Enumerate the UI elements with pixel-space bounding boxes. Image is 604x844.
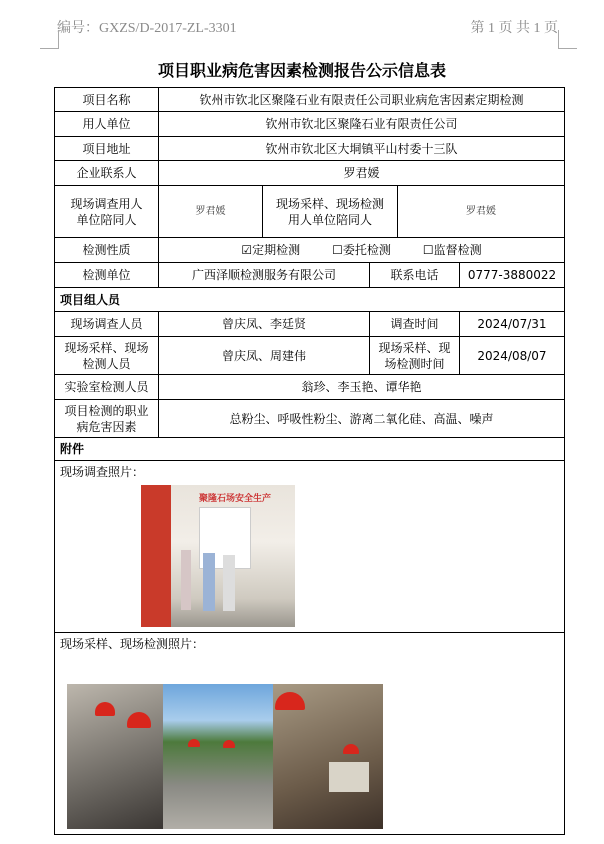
sampling-photo-1 <box>67 684 163 829</box>
value-phone: 0777-3880022 <box>459 262 565 288</box>
label-nature: 检测性质 <box>54 237 159 263</box>
value-survey-accompany: 罗君媛 <box>158 185 263 238</box>
value-contact: 罗君媛 <box>158 160 565 186</box>
value-testing-unit: 广西泽顺检测服务有限公司 <box>158 262 370 288</box>
sampling-photo-2 <box>163 684 273 829</box>
crop-mark <box>558 30 577 49</box>
label-phone: 联系电话 <box>369 262 460 288</box>
survey-photo-label: 现场调查照片： <box>60 465 145 479</box>
value-project-name: 钦州市钦北区聚隆石业有限责任公司职业病危害因素定期检测 <box>158 87 565 112</box>
sampling-photo-label: 现场采样、现场检测照片： <box>60 637 205 651</box>
label-survey-time: 调查时间 <box>369 311 460 337</box>
label-hazards: 项目检测的职业病危害因素 <box>54 399 159 438</box>
photo-sign-text: 聚隆石场安全生产 <box>199 494 272 504</box>
label-survey-staff: 现场调查人员 <box>54 311 159 337</box>
value-address: 钦州市钦北区大垌镇平山村委十三队 <box>158 136 565 161</box>
value-survey-staff: 曾庆凤、李廷贤 <box>158 311 370 337</box>
checkbox-commissioned[interactable]: ☐委托检测 <box>332 243 391 257</box>
survey-photo <box>141 485 295 627</box>
document-code: 编号：GXZS/D-2017-ZL-3301 <box>57 21 237 36</box>
label-sampling-accompany: 现场采样、现场检测用人单位陪同人 <box>262 185 398 238</box>
label-sampling-staff: 现场采样、现场检测人员 <box>54 336 159 375</box>
value-sampling-staff: 曾庆凤、周建伟 <box>158 336 370 375</box>
label-survey-accompany: 现场调查用人单位陪同人 <box>54 185 159 238</box>
survey-photo-cell <box>54 460 565 633</box>
nature-options <box>158 237 565 263</box>
label-employer: 用人单位 <box>54 111 159 137</box>
label-address: 项目地址 <box>54 136 159 161</box>
page-number: 第 1 页 共 1 页 <box>470 21 558 36</box>
label-project-name: 项目名称 <box>54 87 159 112</box>
value-lab-staff: 翁珍、李玉艳、谭华艳 <box>158 374 565 400</box>
value-sampling-accompany: 罗君媛 <box>397 185 565 238</box>
value-survey-time: 2024/07/31 <box>459 311 565 337</box>
sampling-photo-3 <box>273 684 383 829</box>
label-testing-unit: 检测单位 <box>54 262 159 288</box>
crop-mark <box>40 30 59 49</box>
section-team: 项目组人员 <box>54 287 565 312</box>
value-sampling-time: 2024/08/07 <box>459 336 565 375</box>
label-sampling-time: 现场采样、现场检测时间 <box>369 336 460 375</box>
page-title: 项目职业病危害因素检测报告公示信息表 <box>157 61 446 80</box>
label-contact: 企业联系人 <box>54 160 159 186</box>
section-attachment: 附件 <box>54 437 565 461</box>
value-hazards: 总粉尘、呼吸性粉尘、游离二氧化硅、高温、噪声 <box>158 399 565 438</box>
checkbox-supervision[interactable]: ☐监督检测 <box>422 243 482 257</box>
label-lab-staff: 实验室检测人员 <box>54 374 159 400</box>
value-employer: 钦州市钦北区聚隆石业有限责任公司 <box>158 111 565 137</box>
checkbox-periodic[interactable]: ☑定期检测 <box>241 243 301 257</box>
